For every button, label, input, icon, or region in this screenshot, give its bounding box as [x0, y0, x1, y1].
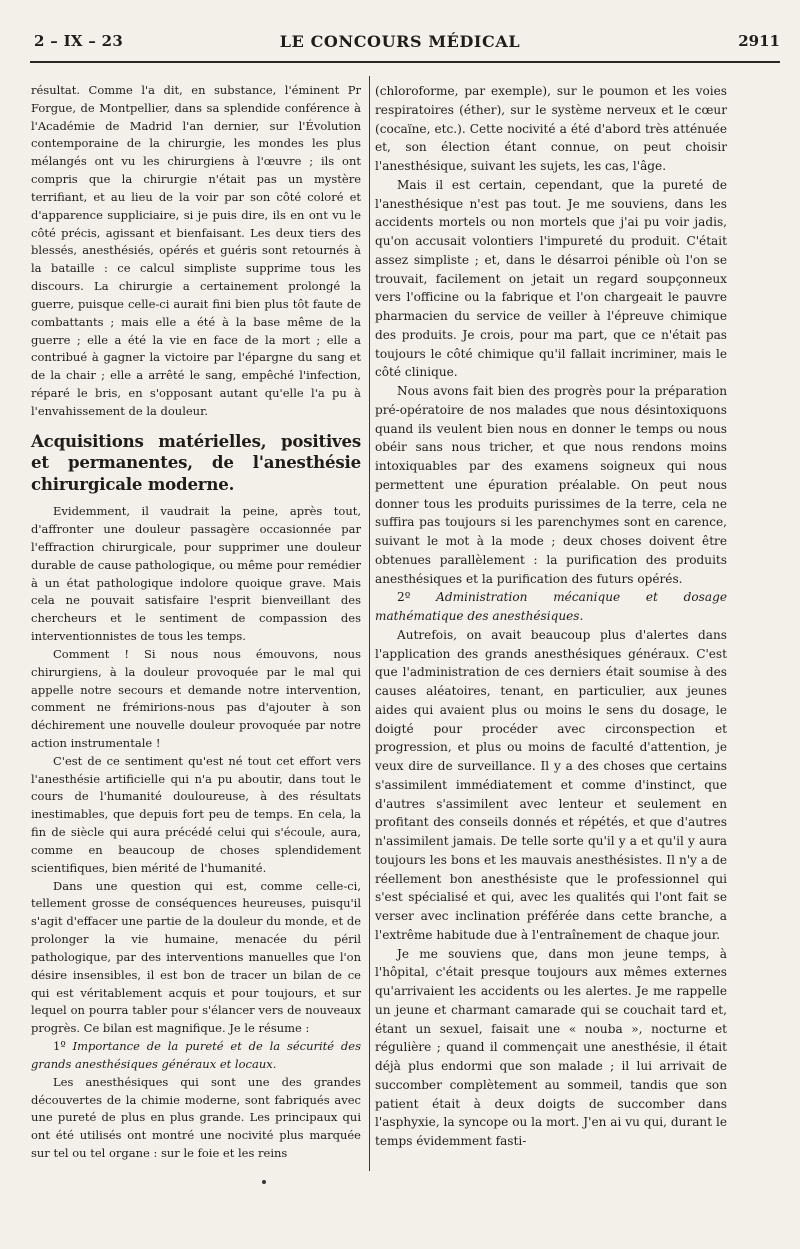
subheading-number: 1º	[53, 1039, 66, 1054]
paragraph: C'est de ce sentiment qu'est né tout cet effort vers l'anesthésie artificielle qui n'a pu aboutir, dans tout le cours de l'humanité douloureuse, à des résultats inestimables, que depuis fort peu de temps. En cela, la fin de siècle qui aura précédé celui qui s'écoule, aura, comme en beaucoup de choses splendidement scientifiques, bien mérité de l'humanité.	[31, 753, 361, 875]
column-divider	[369, 76, 370, 1171]
paragraph: Je me souviens que, dans mon jeune temps, à l'hôpital, c'était presque toujours aux mêmes externes qu'arrivaient les accidents ou les alertes. Je me rappelle un jeune et charmant camarade qui se couchait tard et, étant un sexuel, faisait une « nouba », nocturne et régulière ; quand il commençait une anesthésie, il était déjà plus endormi que son malade ; il lui arrivait de succomber complètement au sommeil, tandis que son patient était à deux doigts de succomber dans l'asphyxie, la syncope ou la mort. J'en ai vu qui, durant le temps évidemment fasti-	[375, 946, 727, 1148]
page-number: 2911	[738, 32, 780, 50]
paragraph: Nous avons fait bien des progrès pour la préparation pré-opératoire de nos malades que nous désintoxiquons quand ils veulent bien nous en donner le temps ou nous obéir sans nous tricher, et que nous rendons moins intoxiquables par des examens soigneux qui nous permettent une épuration préalable. On peut nous donner tous les produits purissimes de la terre, cela ne suffira pas toujours si les parenchymes sont en carence, suivant le mot à la mode ; deux choses doivent être obtenues parallèlement : la purification des produits anesthésiques et la purification des futurs opérés.	[375, 384, 727, 586]
paragraph: Mais il est certain, cependant, que la pureté de l'anesthésique n'est pas tout. Je me souviens, dans les accidents mortels ou non mortels que j'ai pu voir jadis, qu'on accusait volontiers l'impureté du produit. C'était assez simpliste ; et, dans le désarroi pénible où l'on se trouvait, facilement on jetait un regard soupçonneux vers l'officine ou la fabrique et l'on chargeait le pauvre pharmacien du service de veiller à l'épreuve chimique des produits. Je crois, pour ma part, que ce n'était pas toujours le côté chimique qu'il fallait incriminer, mais le côté clinique.	[375, 177, 727, 380]
right-column	[375, 82, 727, 1151]
subheading-text: Administration mécanique et dosage mathématique des anesthésiques.	[375, 590, 727, 623]
print-speck	[262, 1180, 266, 1184]
section-heading: Acquisitions matérielles, positives et permanentes, de l'anesthésie chirurgicale moderne.	[31, 430, 361, 494]
paragraph: Les anesthésiques qui sont une des grandes découvertes de la chimie moderne, sont fabriqués avec une pureté de plus en plus grande. Les principaux qui ont été utilisés ont montré une nocivité plus marquée sur tel ou tel organe : sur le foie et les reins	[31, 1074, 361, 1161]
subheading-text: Importance de la pureté et de la sécurité des grands anesthésiques généraux et locaux.	[31, 1039, 361, 1071]
paragraph: Autrefois, on avait beaucoup plus d'alertes dans l'application des grands anesthésiques généraux. C'est que l'administration de ces derniers était soumise à des causes aléatoires, tenant, en particulier, aux jeunes aides qui avaient plus ou moins le sens du dosage, le doigté pour procéder avec circonspection et progression, et plus ou moins de faculté d'attention, je veux dire de surveillance. Il y a des choses que certains s'assimilent immédiatement et comme d'instinct, que d'autres s'assimilent avec lenteur et seulement en profitant des conseils donnés et répétés, et que d'autres n'assimilent jamais. De telle sorte qu'il y a et qu'il y aura toujours les bons et les mauvais anesthésistes. Il n'y a de réellement bon anesthésiste que le professionnel qui s'est spécialisé et qui, avec les qualités qui l'ont fait se verser avec inclination préférée dans cette branche, a l'extrême habitude due à l'entraînement de chaque jour.	[375, 627, 727, 942]
paragraph-continued: (chloroforme, par exemple), sur le poumon et les voies respiratoires (éther), sur le système nerveux et le cœur (cocaïne, etc.). Cette nocivité a été d'abord très atténuée et, son élection étant connue, on peut choisir l'anesthésique, suivant les sujets, les cas, l'âge.	[375, 84, 727, 173]
issue-date: 2 – IX – 23	[34, 32, 124, 50]
header-rule	[30, 61, 780, 63]
subheading-1	[31, 1038, 361, 1074]
paragraph-intro: résultat. Comme l'a dit, en substance, l'éminent Pr Forgue, de Montpellier, dans sa splendide conférence à l'Académie de Madrid l'an dernier, sur l'Évolution contemporaine de la chirurgie, les mondes les plus mélangés ont vu les chirurgiens à l'œuvre ; ils ont compris que la chirurgie n'était pas un mystère terrifiant, et au lieu de la voir par son côté coloré et d'apparence suppliciaire, si je puis dire, ils en ont vu le côté précis, agissant et bienfaisant. Les deux tiers des blessés, anesthésiés, opérés et guéris sont retournés à la bataille : ce calcul simpliste supprime tous les discours. La chirurgie a certainement prolongé la guerre, puisque celle-ci aurait fini bien plus tôt faute de combattants ; mais elle a été à la base même de la guerre ; elle a été la vie en face de la mort ; elle a contribué à gagner la victoire par l'épargne du sang et de la chair ; elle a arrêté le sang, empêché l'infection, réparé le bris, en s'opposant autant qu'elle l'a pu à l'envahissement de la douleur.	[31, 83, 361, 418]
left-column	[31, 82, 361, 1163]
subheading-2	[375, 588, 727, 626]
paragraph: Comment ! Si nous nous émouvons, nous chirurgiens, à la douleur provoquée par le mal qui appelle notre secours et demande notre intervention, comment ne frémirions-nous pas d'ajouter à son déchirement une nouvelle douleur provoquée par notre action instrumentale !	[31, 646, 361, 750]
paragraph: Dans une question qui est, comme celle-ci, tellement grosse de conséquences heureuses, puisqu'il s'agit d'effacer une partie de la douleur du monde, et de prolonger la vie humaine, menacée du péril pathologique, par des interventions manuelles que l'on désire insensibles, il est bon de tracer un bilan de ce qui est véritablement acquis et pour toujours, et sur lequel on pourra tabler pour s'élancer vers de nouveaux progrès. Ce bilan est magnifique. Je le résume :	[31, 878, 361, 1036]
journal-title: LE CONCOURS MÉDICAL	[279, 32, 521, 51]
page-header	[0, 32, 800, 60]
paragraph: Evidemment, il vaudrait la peine, après tout, d'affronter une douleur passagère occasionnée par l'effraction chirurgicale, pour supprimer une douleur durable de cause pathologique, ou même pour remédier à un état pathologique indolore quoique grave. Mais cela ne pouvait satisfaire l'esprit bienveillant des chercheurs et le sentiment de compassion des interventionnistes de tous les temps.	[31, 504, 361, 644]
subheading-number: 2º	[397, 590, 411, 605]
